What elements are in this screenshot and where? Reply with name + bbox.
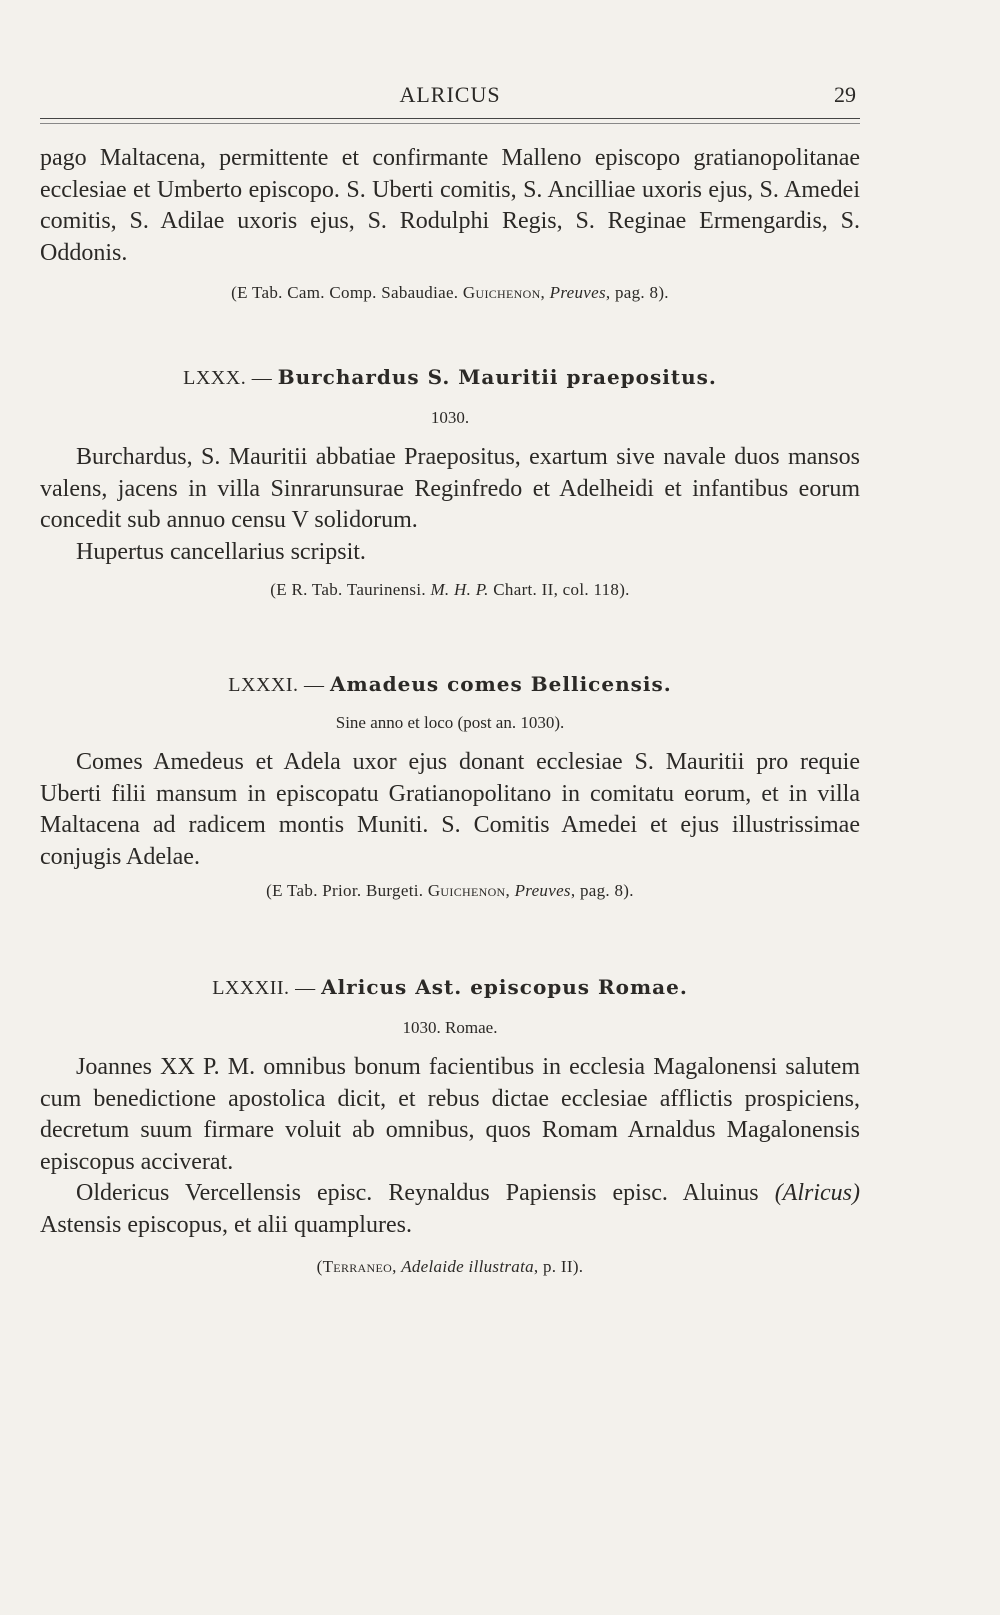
entry-number: LXXXI. xyxy=(228,674,299,696)
entry-date: Sine anno et loco (post an. 1030). xyxy=(335,713,565,732)
source-sep: , xyxy=(540,283,550,302)
source-text: (E Tab. Cam. Comp. Sabaudiae. xyxy=(231,283,463,302)
entry-text: Burchardus, S. Mauritii abbatiae Praepositus, exartum sive navale duos mansos valens, jacens in villa Sinrarunsurae Reginfredo et Adelheidi et infantibus eorum concedit sub annuo censu V solidorum. xyxy=(40,444,860,533)
entry-text-2 xyxy=(40,1178,860,1241)
entry-dash: — xyxy=(298,674,331,696)
source-author: Guichenon xyxy=(427,881,506,900)
entry-text-2: Hupertus cancellarius scripsit. xyxy=(76,538,366,565)
source-text: , pag. 8). xyxy=(605,283,669,302)
source-work: Adelaide illustrata xyxy=(401,1257,534,1276)
page-number: 29 xyxy=(834,82,856,107)
source-text: (E R. Tab. Taurinensi. xyxy=(270,580,431,599)
source-text: Chart. II, col. 118). xyxy=(488,580,630,599)
source-work: M. H. P. xyxy=(430,580,489,599)
entry-date: 1030. xyxy=(430,408,470,427)
source-text: (E Tab. Prior. Burgeti. xyxy=(266,881,428,900)
entry-dash: — xyxy=(246,367,278,389)
entry-name: Alricus Ast. episcopus Romae. xyxy=(321,975,688,999)
entry-name: Amadeus comes Bellicensis. xyxy=(330,672,672,696)
source-work: Preuves xyxy=(514,881,571,900)
entry-text-part: Oldericus Vercellensis episc. Reynaldus Papiensis episc. Aluinus xyxy=(76,1180,775,1206)
source-author: Terraneo xyxy=(322,1257,393,1276)
entry-heading xyxy=(40,365,860,390)
source-sep: , xyxy=(505,881,515,900)
page-body xyxy=(40,143,860,1279)
entry-number: LXXX. xyxy=(183,367,247,389)
source-work: Preuves xyxy=(549,283,606,302)
entry-source xyxy=(40,578,860,602)
header-rule xyxy=(40,123,860,124)
intro-paragraph: pago Maltacena, permittente et confirmante Malleno episcopo gratianopolitanae ecclesiae et Umberto episcopo. S. Uberti comitis, S. Ancilliae uxoris ejus, S. Amedei comitis, S. Adilae uxoris ejus, S. Rodulphi Regis, S. Reginae Ermengardis, S. Oddonis. xyxy=(40,145,860,266)
source-author: Guichenon xyxy=(462,283,541,302)
entry-text-part: Astensis episcopus, et alii quamplures. xyxy=(40,1211,412,1238)
intro-source xyxy=(40,281,860,305)
source-text: , pag. 8). xyxy=(570,881,634,900)
entry-heading xyxy=(40,975,860,1000)
running-header xyxy=(40,78,860,119)
entry-name: Burchardus S. Mauritii praepositus. xyxy=(277,365,717,389)
entry-date: 1030. Romae. xyxy=(402,1018,498,1037)
running-title: ALRICUS xyxy=(399,82,501,107)
entry-source xyxy=(40,879,860,903)
entry-text: Joannes XX P. M. omnibus bonum facientibus in ecclesia Magalonensi salutem cum benedictione apostolica dicit, et rebus dictae ecclesiae afflictis prospiciens, decretum suum firmare voluit ab omnibus, quos Romam Arnaldus Magalonensis episcopus acciverat. xyxy=(40,1054,860,1175)
entry-heading xyxy=(40,672,860,697)
source-text: ( xyxy=(316,1257,323,1276)
source-sep: , xyxy=(392,1257,402,1276)
entry-dash: — xyxy=(289,977,322,999)
entry-number: LXXXII. xyxy=(212,977,290,999)
entry-text-italic: (Alricus) xyxy=(774,1180,860,1206)
entry-source xyxy=(40,1255,860,1279)
entry-text: Comes Amedeus et Adela uxor ejus donant ecclesiae S. Mauritii pro requie Uberti filii mansum in episcopatu Gratianopolitano in comitatu eorum, et in villa Maltacena ad radicem montis Muniti. S. Comitis Amedei et ejus illustrissimae conjugis Adelae. xyxy=(40,749,860,870)
source-text: , p. II). xyxy=(533,1257,584,1276)
